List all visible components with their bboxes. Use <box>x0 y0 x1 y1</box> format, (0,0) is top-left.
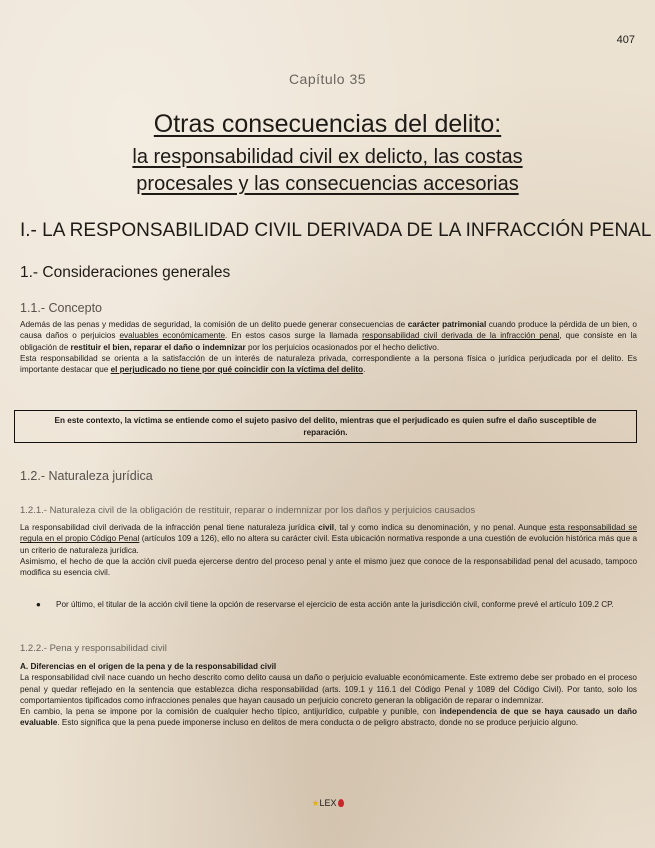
pena-subheading: A. Diferencias en el origen de la pena y de la responsabilidad civil <box>20 662 277 671</box>
highlight-box: En este contexto, la víctima se entiende como el sujeto pasivo del delito, mientras que el perjudicado es quien sufre el daño susceptible de reparación. <box>14 410 637 443</box>
page-number: 407 <box>616 34 635 46</box>
concepto-paragraph-1: Además de las penas y medidas de seguridad, la comisión de un delito puede generar consecuencias de carácter patrimonial cuando produce la pérdida de un bien, o causa daños o perjuicios evaluables económicamente. En estos casos surge la llamada responsabilidad civil derivada de la infracción penal, que consiste en la obligación de restituir el bien, reparar el daño o indemnizar por los perjuicios ocasionados por el hecho delictivo. <box>20 320 637 352</box>
section-heading-1-2-1: 1.2.1.- Naturaleza civil de la obligación de restituir, reparar o indemnizar por los daños y perjuicios causados <box>20 505 476 516</box>
section-heading-1-1: 1.1.- Concepto <box>20 301 102 315</box>
concepto-text <box>20 319 637 375</box>
footer-logo <box>0 798 655 809</box>
section-heading-1: 1.- Consideraciones generales <box>20 264 231 281</box>
naturaleza-paragraph-1: La responsabilidad civil derivada de la infracción penal tiene naturaleza jurídica civil, tal y como indica su denominación, y no penal. Aunque esta responsabilidad se regula en el propio Código Penal (artículos 109 a 126), ello no altera su carácter civil. Esta ubicación normativa responde a una cuestión de evolución histórica más que a un criterio de naturaleza jurídica. <box>20 523 638 555</box>
bullet-icon: ● <box>36 600 41 609</box>
section-heading-I: I.- LA RESPONSABILIDAD CIVIL DERIVADA DE LA INFRACCIÓN PENAL <box>20 220 652 241</box>
naturaleza-paragraph-2: Asimismo, el hecho de que la acción civil pueda ejercerse dentro del proceso penal y ante el mismo juez que conoce de la responsabilidad penal del acusado, tampoco modifica su esencia civil. <box>20 556 637 578</box>
section-heading-1-2-2: 1.2.2.- Pena y responsabilidad civil <box>20 643 167 654</box>
pena-text <box>20 661 637 729</box>
section-heading-1-2: 1.2.- Naturaleza jurídica <box>20 469 153 483</box>
naturaleza-text <box>20 522 637 578</box>
title-line-2: la responsabilidad civil ex delicto, las costas <box>132 146 523 168</box>
drop-icon <box>338 799 344 807</box>
pena-paragraph-1: La responsabilidad civil nace cuando un hecho descrito como delito causa un daño o perjuicio evaluable económicamente. Este extremo debe ser probado en el proceso penal y quedar reflejado en la sentencia que establezca dicha responsabilidad (arts. 109.1 y 116.1 del Código Penal y 1089 del Código Civil). Por tanto, solo los comportamientos tipificados como infracciones penales que hayan causado un perjuicio concreto generan la obligación de reparar o indemnizar. <box>20 673 637 705</box>
footer-label: LEX <box>319 798 337 808</box>
title-line-3: procesales y las consecuencias accesorias <box>136 173 519 195</box>
star-icon: ★ <box>311 798 320 808</box>
concepto-paragraph-2: Esta responsabilidad se orienta a la satisfacción de un interés de naturaleza privada, correspondiente a la persona física o jurídica perjudicada por el delito. Es importante destacar que el perjudicado no tiene por qué coincidir con la víctima del delito. <box>20 353 637 375</box>
title-line-1: Otras consecuencias del delito: <box>153 110 502 138</box>
chapter-label: Capítulo 35 <box>288 71 367 87</box>
pena-paragraph-2: En cambio, la pena se impone por la comisión de cualquier hecho típico, antijurídico, culpable y punible, con independencia de que se haya causado un daño evaluable. Esto significa que la pena puede imponerse incluso en delitos de mera conducta o de peligro abstracto, donde no se produce perjuicio alguno. <box>20 707 637 728</box>
naturaleza-bullet: ● Por último, el titular de la acción civil tiene la opción de reservarse el ejercicio de esta acción ante la jurisdicción civil, conforme prevé el artículo 109.2 CP. <box>36 600 614 609</box>
